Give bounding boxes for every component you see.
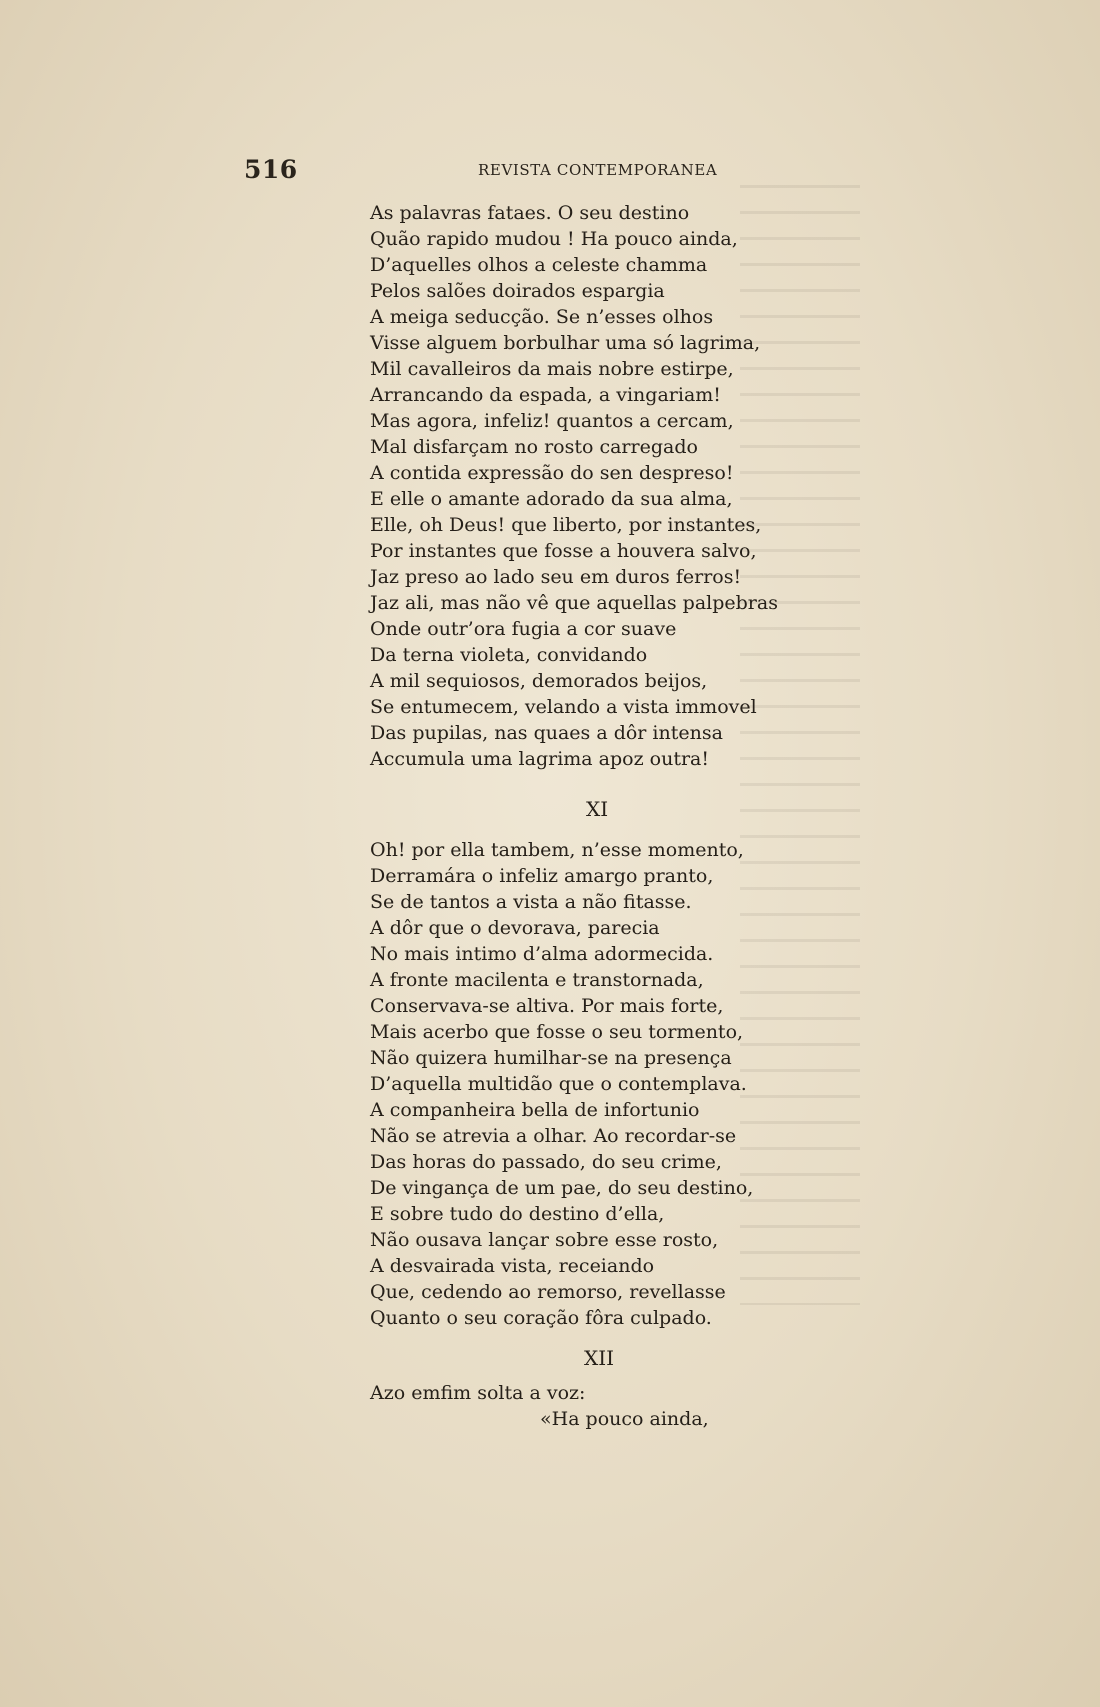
verse-line: Não ousava lançar sobre esse rosto, (370, 1229, 719, 1251)
verse-line: Se de tantos a vista a não fitasse. (370, 891, 692, 913)
verse-line: Por instantes que fosse a houvera salvo, (370, 540, 757, 562)
verse-line: Derramára o infeliz amargo pranto, (370, 865, 714, 887)
verse-line: Onde outr’ora fugia a cor suave (370, 618, 677, 640)
verse-line: Das pupilas, nas quaes a dôr intensa (370, 722, 723, 744)
verse-line: A companheira bella de infortunio (370, 1099, 700, 1121)
verse-line: Mil cavalleiros da mais nobre estirpe, (370, 358, 734, 380)
verse-line: Quanto o seu coração fôra culpado. (370, 1307, 712, 1329)
verse-line: Se entumecem, velando a vista immovel (370, 696, 757, 718)
verse-line: Mais acerbo que fosse o seu tormento, (370, 1021, 744, 1043)
verse-line: A contida expressão do sen despreso! (370, 462, 734, 484)
verse-line: Jaz preso ao lado seu em duros ferros! (370, 566, 742, 588)
verse-line: A mil sequiosos, demorados beijos, (370, 670, 708, 692)
verse-line: Que, cedendo ao remorso, revellasse (370, 1281, 726, 1303)
verse-line: Quão rapido mudou ! Ha pouco ainda, (370, 228, 738, 250)
verse-line: D’aquella multidão que o contemplava. (370, 1073, 747, 1095)
verse-line: Da terna violeta, convidando (370, 644, 648, 666)
section-heading-xii: XII (584, 1346, 615, 1370)
page-number: 516 (244, 155, 298, 184)
verse-line: Visse alguem borbulhar uma só lagrima, (370, 332, 761, 354)
verse-line: D’aquelles olhos a celeste chamma (370, 254, 708, 276)
verse-line: Elle, oh Deus! que liberto, por instantes, (370, 514, 762, 536)
verse-line: Não quizera humilhar-se na presença (370, 1047, 732, 1069)
verse-line: Mal disfarçam no rosto carregado (370, 436, 698, 458)
verse-line: E sobre tudo do destino d’ella, (370, 1203, 665, 1225)
verse-line: De vingança de um pae, do seu destino, (370, 1177, 754, 1199)
page-header (244, 155, 724, 187)
verse-line: Azo emfim solta a voz: (370, 1382, 586, 1404)
verse-line: Não se atrevia a olhar. Ao recordar-se (370, 1125, 737, 1147)
verse-line: Das horas do passado, do seu crime, (370, 1151, 722, 1173)
running-title: REVISTA CONTEMPORANEA (478, 161, 718, 179)
verse-line: Accumula uma lagrima apoz outra! (370, 748, 710, 770)
verse-line: A dôr que o devorava, parecia (370, 917, 660, 939)
verse-line: A desvairada vista, receiando (370, 1255, 655, 1277)
verse-line: «Ha pouco ainda, (540, 1408, 709, 1430)
verse-line: Conservava-se altiva. Por mais forte, (370, 995, 724, 1017)
verse-line: A meiga seducção. Se n’esses olhos (370, 306, 714, 328)
verse-line: A fronte macilenta e transtornada, (370, 969, 704, 991)
verse-line: E elle o amante adorado da sua alma, (370, 488, 733, 510)
section-heading-xi: XI (586, 797, 609, 821)
verse-line: Mas agora, infeliz! quantos a cercam, (370, 410, 734, 432)
verse-line: Arrancando da espada, a vingariam! (370, 384, 721, 406)
verse-line: Oh! por ella tambem, n’esse momento, (370, 839, 744, 861)
verse-line: Jaz ali, mas não vê que aquellas palpebras (370, 592, 778, 614)
verse-line: No mais intimo d’alma adormecida. (370, 943, 714, 965)
verse-line: Pelos salões doirados espargia (370, 280, 665, 302)
verse-line: As palavras fataes. O seu destino (370, 202, 690, 224)
